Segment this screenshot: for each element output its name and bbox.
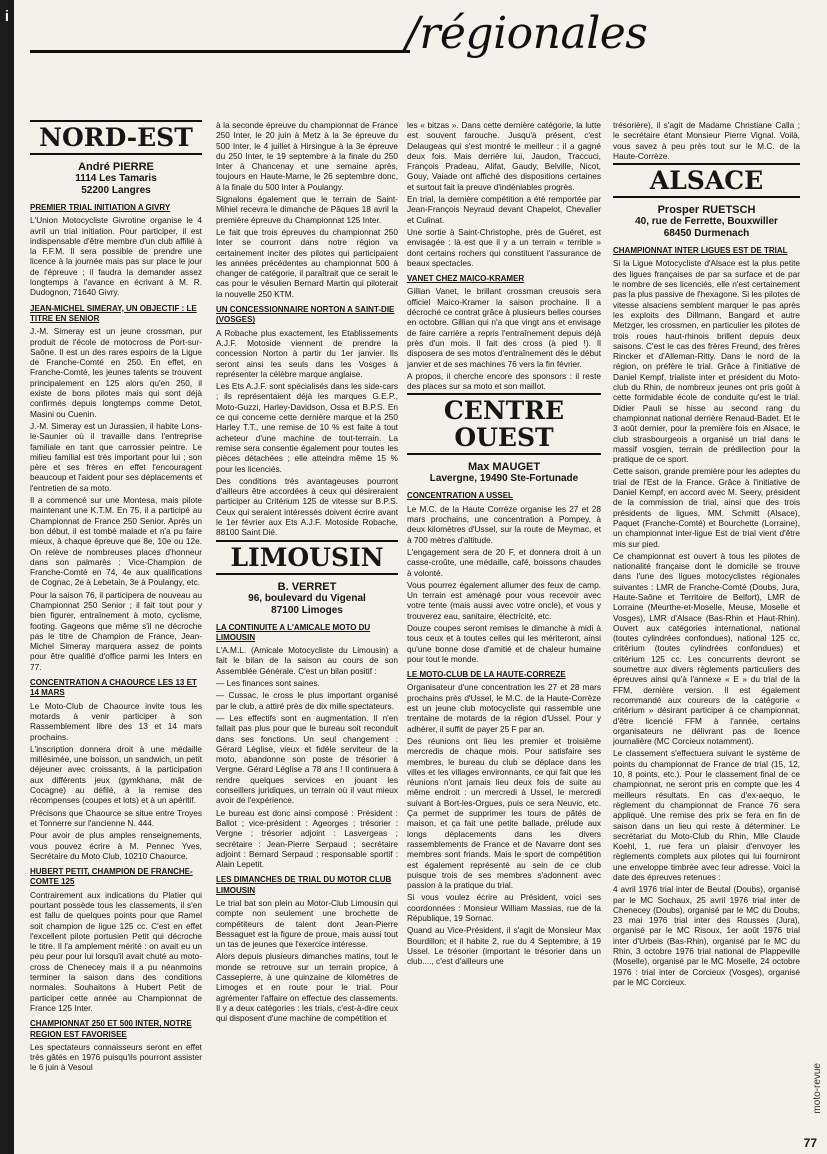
region-heading: LIMOUSIN — [216, 540, 398, 575]
contact-name: André PIERRE — [78, 161, 154, 173]
region-contact — [30, 161, 202, 197]
article-paragraph: Alors depuis plusieurs dimanches matins, tout le monde se retrouve sur un terrain propice, à Cassepierre, à une quinzaine de kilomètres de Limoges et en route pour le trial. Pour agrémenter l'affaire on effectue des classements. Il y a deux catégories : les trials, c'est-à-dire ceux qui disposent d'une machine de compétition et — [216, 951, 398, 1024]
region-contact — [407, 461, 601, 485]
article-paragraph: Organisateur d'une concentration les 27 et 28 mars prochains près d'Ussel, le M.C. de la Haute-Corrèze est un jeune club motocycliste qui rassemble une trentaine de motards de la région d'Ussel. Pour y adhérer, il suffit de payer 25 F par an. — [407, 682, 601, 734]
article-paragraph: Quand au Vice-Président, il s'agit de Monsieur Max Bourdillon; et il habite 2, rue du 4 Septembre, à 19 Ussel. Le trésorier (important le trésorier dans un club...., c'est d'ailleurs une — [407, 925, 601, 967]
header-rule — [30, 50, 410, 53]
contact-name: Prosper RUETSCH — [657, 204, 756, 217]
article-paragraph: Le M.C. de la Haute Corrèze organise les 27 et 28 mars prochains, une concentration à Pompey, à deux kilomètres d'Ussel, sur la route de Meymac, et à 700 mètres d'altitude. — [407, 503, 601, 545]
article-headline: CHAMPIONNAT INTER LIGUES EST DE TRIAL — [613, 246, 788, 256]
article-paragraph: Des conditions très avantageuses pourront d'ailleurs être accordées à ceux qui désireraient participer au Critérium 125 de vitesse sur B.P.S. Ceux qui seraient intéressés doivent écrire avant le 1er février aux Ets A.J.F. Motoside Robache, 88100 Saint Dié. — [216, 475, 398, 538]
article-headline: HUBERT PETIT, CHAMPION DE FRANCHE-COMTE 125 — [30, 867, 193, 887]
article-paragraph: Des réunions ont lieu les premier et troisième mercredis de chaque mois. Pour satisfaire ses membres, le bureau du club se déplace dans les villes et les villages environnants, ce qui fait que les réunions n'ont jamais lieu deux fois de suite au même endroit : un mercredi à Ussel, le mercredi suivant à Bort-les-Orgues, puis ce sera Neuvic, etc. Ça permet de supprimer les tours de pâtés de maison, et ça fait une petite ballade, prélude aux longs déplacements dans les divers rassemblements de France et de Navarre dont ses membres sont friands. Mais le sport de compétition est également représenté au sein de ce club puisque trois de ses membres s'adonnent avec passion à la pratique du trial. — [407, 735, 601, 891]
article-paragraph: — Cussac, le cross le plus important organisé par le club, a attiré près de dix mille spectateurs. — [216, 690, 398, 711]
contact-address-line: 87100 Limoges — [271, 604, 343, 616]
contact-name: B. VERRET — [277, 580, 337, 593]
contact-address-line: Lavergne, 19490 Ste-Fortunade — [429, 473, 579, 485]
article-headline: PREMIER TRIAL INITIATION A GIVRY — [30, 203, 171, 212]
article-paragraph: Précisons que Chaource se situe entre Troyes et Tonnerre sur l'ancienne N. 444. — [30, 807, 202, 828]
article-paragraph: A propos, il cherche encore des sponsors : il reste des places sur sa moto et son maillot. — [407, 370, 601, 392]
region-heading: NORD-EST — [30, 120, 202, 155]
article-paragraph: L'Union Motocycliste Givrotine organise le 4 avril un trial initiation. Pour participer, il est indispensable d'être membre d'un club affilié à la F.F.M. Il sera possible de prendre une licence à la journée mais pas sur place le jour de l'épreuve ; il faudra la demander assez longtemps à l'avance en écrivant à M. R. Dudognon, 71640 Givry. — [30, 215, 202, 298]
article-headline: CONCENTRATION A USSEL — [407, 491, 513, 501]
article-headline: LES DIMANCHES DE TRIAL DU MOTOR CLUB LIMOUSIN — [216, 875, 392, 895]
column-2 — [216, 120, 398, 1148]
article-paragraph: Cette saison, grande première pour les adeptes du trial de l'Est de la France. Grâce à l'initiative de Daniel Kempf, en accord avec M. Seery, président de la commission de trial, ainsi que des trois présidents de ligues, MM. Schmitt (Alsace), Paquet (Franche-Comté) et Bourchette (Lorraine), un championnat inter-ligue Est de trial vient d'être mis sur pied. — [613, 466, 800, 549]
article-headline: JEAN-MICHEL SIMERAY, UN OBJECTIF : LE TITRE EN SENIOR — [30, 303, 197, 323]
article-paragraph: les « bitzas ». Dans cette dernière catégorie, la lutte est souvent farouche. Jusqu'à présent, c'est Delaugeas qui s'est montré le meilleur : il a gagné deux fois. Mais derrière lui, Jaudon, Traccuci, François Pradeau, Alifat, Gaudy, Belville, Nicot, Gouy, Vaiade ont affiché des dispositions certaines et surtout fait la preuve d'indéniables progrès. — [407, 120, 601, 192]
region-heading: CENTRE OUEST — [407, 393, 601, 455]
article-paragraph: L'inscription donnera droit à une médaille millésimée, une boisson, un sandwich, un petit déjeuner avec croissants, à la participation aux différents jeux (gymkhana, mât de Cocagne) au défilé, à la remise des récompenses (coupes et lots) et à un apéritif. — [30, 743, 202, 806]
article-paragraph: — Les effectifs sont en augmentation. Il n'en fallait pas plus pour que le bureau soit reconduit dans ses fonctions. Un seul changement : Gérard Léglise, vieux et fidèle serviteur de la moto, abandonne son poste de trésorier à Vergne. Gérard Léglise a 78 ans ! Il continuera à rendre quelques services en jouant les conseillers juridiques, un terrain où il vaut mieux avoir de l'expérience. — [216, 712, 398, 806]
article-paragraph: Pour avoir de plus amples renseignements, vous pouvez écrire à M. Pennec Yves, Secrétaire du Moto Club, 10210 Chaource. — [30, 830, 202, 861]
column-4 — [613, 120, 800, 1120]
article-paragraph: Contrairement aux indications du Platier qui pourtant possède tous les classements, il s'en est fallu de quelques points pour que Ramel soit champion de ligue 125 cc. C'est en effet l'excellent pilote portusien Petit qui décroche le titre. Il l'a amplement mérité : on avait eu un peu peur pour lui lorsqu'il avait chuté au moto-cross de Chenecey mais il a pu néanmoins terminer la saison dans des conditions normales. Souhaitons à Hubert Petit de participer cette année au Championnat de France 125 Inter. — [30, 889, 202, 1013]
contact-address-line: 52200 Langres — [81, 185, 151, 196]
article-paragraph: Signalons également que le terrain de Saint-Mihiel recevra le dimanche de Pâques 18 avril la première épreuve du Championnat 125 Inter. — [216, 194, 398, 225]
page-edge-strip — [0, 0, 14, 1154]
article-paragraph: Le fait que trois épreuves du championnat 250 Inter se courront dans notre région va certainement inciter des pilotes qui participaient les années précédentes au championnat 500 à changer de catégorie, il paraîtrait que ce serait le cas pour le vésulien Bernard Martin qui piloterait la nouvelle 250 KTM. — [216, 226, 398, 299]
article-paragraph: Le trial bat son plein au Motor-Club Limousin qui compte non seulement une brochette de compétiteurs de talent dont Jean-Pierre Bessaguet est la figure de proue, mais aussi tout un tas de jeunes que l'exercice intéresse. — [216, 898, 398, 950]
column-3 — [407, 120, 601, 1148]
article-paragraph: L'engagement sera de 20 F, et donnera droit à un casse-croûte, une médaille, café, boissons chaudes à volonté. — [407, 546, 601, 578]
article-paragraph: Le bureau est donc ainsi composé : Président : Ballot ; vice-président : Ageorges ; trésorier : Vergne ; trésorier adjoint : Lasvergeas ; secrétaire : Jean-Pierre Serpaud ; secrétaire adjoint : Bernard Serpaud ; responsable sportif : Alain Lepetit. — [216, 807, 398, 870]
article-paragraph: A Robache plus exactement, les Etablissements A.J.F. Motoside viennent de prendre la concession Norton à partir du 1er janvier. Ils seront ainsi les seuls dans les Vosges à représenter la célèbre marque anglaise. — [216, 327, 398, 379]
region-heading: ALSACE — [613, 163, 800, 198]
article-paragraph: — Les finances sont saines. — [216, 678, 320, 689]
column-1 — [30, 120, 202, 1148]
page-number: 77 — [803, 1136, 817, 1150]
article-headline: CHAMPIONNAT 250 ET 500 INTER, NOTRE REGION EST FAVORISEE — [30, 1019, 192, 1039]
contact-address-line: 68450 Durmenach — [663, 228, 750, 240]
article-headline: CONCENTRATION A CHAOURCE LES 13 ET 14 MARS — [30, 678, 197, 698]
contact-address-line: 1114 Les Tamaris — [75, 173, 157, 184]
article-paragraph: Une sortie à Saint-Christophe, près de Guéret, est envisagée : là est que il y a un terrain « terrible » dont certains rochers qui constituent l'assurance de beaux spectacles. — [407, 226, 601, 268]
article-paragraph: Douze coupes seront remises le dimanche à midi à tous ceux et à toutes celles qui les mériteront, ainsi qu'une bonne dose d'amitié et de chaleur humaine pour tout le monde. — [407, 622, 601, 664]
article-paragraph: Vous pourrez également allumer des feux de camp. Un terrain est aménagé pour vous recevoir avec votre tente (mais aussi avec votre oncle), et vous y trouverez eau, sanitaire, électricité, etc. — [407, 579, 601, 621]
contact-address-line: 40, rue de Ferrette, Bouxwiller — [635, 216, 778, 228]
article-paragraph: L'A.M.L. (Amicale Motocycliste du Limousin) a fait le bilan de la saison au cours de son Assemblée Générale. C'est un bilan positif : — [216, 645, 398, 676]
article-paragraph: Si la Ligue Motocycliste d'Alsace est la plus petite des ligues françaises de par sa surface et de par le nombre de ses licenciés, elle n'est certainement pas la plus passive de l'hexagone. Si les pilotes de vitesse alsaciens semblent marquer le pas après les exploits des Dillmann, Bangard et autre Metzger, les crossmen, en particulier les pilotes de trois roues haut-rhinois brillent depuis deux saisons. C'est le cas des frères Freund, des frères Rincker et d'Alleman-Ritty. Dans le nord de la région, on préfère le trial. Grâce à l'initiative de Daniel Kempf, trialiste inter et président du Moto-club du Rhin, de nombreux jeunes ont pris goût à cette formidable école de conduite qu'est le trial. Didier Pauli se hisse au second rang du championnat national derrière Renaud-Badet. Et le 3 août dernier, pour la première fois en Alsace, le club strasbourgeois a organisé un trial dans le massif vosgien, terrain de prédilection pour la pratique de ce sport. — [613, 258, 800, 465]
article-paragraph: J.-M. Simeray est un jeune crossman, pur produit de l'école de motocross de Port-sur-Saône. Il est un des rares espoirs de la Ligue de Franche-Comté en 250. En effet, en Franche-Comté, les jeunes talents se trouvent principalement en 125 alors qu'en 250, il existe de bons pilotes mais qui sont déjà confirmés depuis longtemps comme Detot, Masini ou Cuenin. — [30, 326, 202, 419]
article-headline: LE MOTO-CLUB DE LA HAUTE-CORREZE — [407, 670, 566, 680]
article-paragraph: trésorière), il s'agit de Madame Christiane Calla ; le secrétaire étant Monsieur Pierre Vignal. Voilà, vous savez à peu près tout sur le M.C. de la Haute-Corrèze. — [613, 120, 800, 161]
article-paragraph: Le classement s'effectuera suivant le système de points du championnat de France de trial (15, 12, 10, 8 points, etc.). Pour le classement final de ce championnat, ne seront pris en compte que les 4 meilleurs résultats. En cas d'ex-aequo, le règlement du championnat de France 76 sera appliqué. Une remise des prix se fera en fin de saison dans un lieu qui reste à déterminer. Le secrétariat du Moto-Club du Rhin, Mlle Claude Koehl, 1, rue fera un plaisir d'envoyer les règlements complets aux pilotes qui lui fourniront une enveloppe timbrée avec leur adresse. Voici la date des épreuves retenues : — [613, 748, 800, 882]
article-paragraph: Les spectateurs connaisseurs seront en effet très gâtés en 1976 puisqu'ils pourront assister le 6 juin à Vesoul — [30, 1041, 202, 1073]
article-paragraph: à la seconde épreuve du championnat de France 250 Inter, le 20 juin à Metz à la 3e épreuve du 500 Inter, le 4 juillet à Hirsingue à la 3e épreuve du 250 Inter, le 19 septembre à la finale du 250 Inter à Chancenay et une semaine après, toujours en Haute-Marne, le 26 septembre donc, à la finale du 500 Inter à Poulangy. — [216, 120, 398, 192]
article-paragraph: En trial, la dernière compétition a été remportée par Jean-François Neyraud devant Chapelot, Chevalier et Culinat. — [407, 194, 601, 225]
region-contact — [216, 581, 398, 617]
contact-name: Max MAUGET — [467, 461, 541, 474]
article-paragraph: J.-M. Simeray est un Jurassien, il habite Lons-le-Saunier où il travaille dans l'entreprise familiale en tant que carrossier peintre. Le milieu familial est très important pour lui ; son père et ses frères en effet l'encouragent beaucoup et l'aident pour ses déplacements et l'entretien de sa moto. — [30, 420, 202, 493]
article-headline: VANET CHEZ MAICO-KRAMER — [407, 274, 525, 284]
region-contact — [613, 204, 800, 240]
article-headline: LA CONTINUITE A L'AMICALE MOTO DU LIMOUSIN — [216, 622, 371, 642]
magazine-name: moto-revue — [812, 1063, 823, 1114]
article-paragraph: Ce championnat est ouvert à tous les pilotes de nationalité française dont le domicile se trouve dans l'une des ligues motocyclistes régionales suivantes : LMR de Franche-Comté (Doubs, Jura, Haute-Saône et Territoire de Belfort), LMR de Lorraine (Meurthe-et-Moselle, Meuse, Moselle et Vosges), LMR d'Alsace (Bas-Rhin et Haut-Rhin). Ouvert aux catégories international, national (toutes cylindrées confondues), national 125 cc, critérium (toutes cylindrées confondues) et critérium 125 cc. Les concurrents devront se soumettre aux divers règlements particuliers des épreuves ainsi qu'à l'annexe « E » du trial de la FFM, dernière version. Il est également recommandé aux coureurs de la catégorie « critérium » désirant participer à ce championnat, d'être licencié FFM à l'année, certains organisateurs ne délivrant pas de licence journalière (MC Corcieux notamment). — [613, 550, 800, 747]
section-title: /régionales — [405, 8, 648, 59]
article-paragraph: Les Ets A.J.F. sont spécialisés dans les side-cars ; ils représentaient déjà les marques G.E.P., Moto-Guzzi, Harley-Davidson, Ossa et B.P.S. En ce qui concerne cette dernière marque et la 250 Harley T.T., une remise de 10 % est faite à tout acheteur d'une machine de tout-terrain. La remise sera consentie également pour toutes les pièces détachées ; elle atteindra même 15 % pour les licenciés. — [216, 381, 398, 474]
article-paragraph: 4 avril 1976 trial inter de Beutal (Doubs), organisé par le MC Sochaux, 25 avril 1976 trial inter de Chenecey (Doubs), organisé par le MC du Doubs, 23 mai 1976 trial inter des Rousses (Jura), organisé par le MC Risoux, 1er août 1976 trial inter d'Urbeis (Bas-Rhin), organisé par le MC du Rhin, 3 octobre 1976 trial national de Plappeville (Moselle), organisé par le MC Moselle, 24 octobre 1976 : trial inter de Corcieux (Vosges), organisé par le MC Corcieux. — [613, 884, 800, 987]
article-paragraph: Gillian Vanet, le brillant crossman creusois sera officiel Maico-Kramer la saison prochaine. Il a décroché ce contrat grâce à plusieurs belles courses en octobre. Gillian qui n'a que vingt ans et envisage de faire carrière a repris l'entraînement depuis déjà près d'un mois. Il fait des cross (à pied !). Il disposera de ses motos d'entraînement dès le début janvier et de ses machines 76 vers la fin février. — [407, 286, 601, 369]
article-paragraph: Le Moto-Club de Chaource invite tous les motards à venir participer à son Rassemblement libre des 13 et 14 mars prochains. — [30, 700, 202, 742]
contact-address-line: 96, boulevard du Vigenal — [248, 592, 366, 604]
article-paragraph: Il a commencé sur une Montesa, mais pilote maintenant une K.T.M. En 75, il a participé au Championnat de France 250 Senior. Après un bon début, il est tombé malade et n'a pu faire mieux, à chaque épreuve que 8e, 10e ou 12e. On relève de nombreuses places d'honneur dans son palmarès : Vice-Champion de Franche-Comté en 74, 4e aux qualifications de Cognac, 2e à Lebetain, 3e à Poulangy, etc. — [30, 495, 202, 588]
article-paragraph: Pour la saison 76, il participera de nouveau au Championnat 250 Senior ; il fait tout pour y bien figurer, entraînement à moto, cyclisme, footing. Gageons que même s'il ne décroche pas le titre de Champion de France, Jean-Michel Simeray marquera assez de points pour être qualifié d'office parmi les Inters en 77. — [30, 589, 202, 672]
strip-glyph: i — [4, 8, 10, 25]
article-paragraph: Si vous voulez écrire au Président, voici ses coordonnées : Monsieur William Massias, rue de la République, 19 Sornac. — [407, 892, 601, 923]
article-headline: UN CONCESSIONNAIRE NORTON A SAINT-DIE (VOSGES) — [216, 305, 395, 325]
